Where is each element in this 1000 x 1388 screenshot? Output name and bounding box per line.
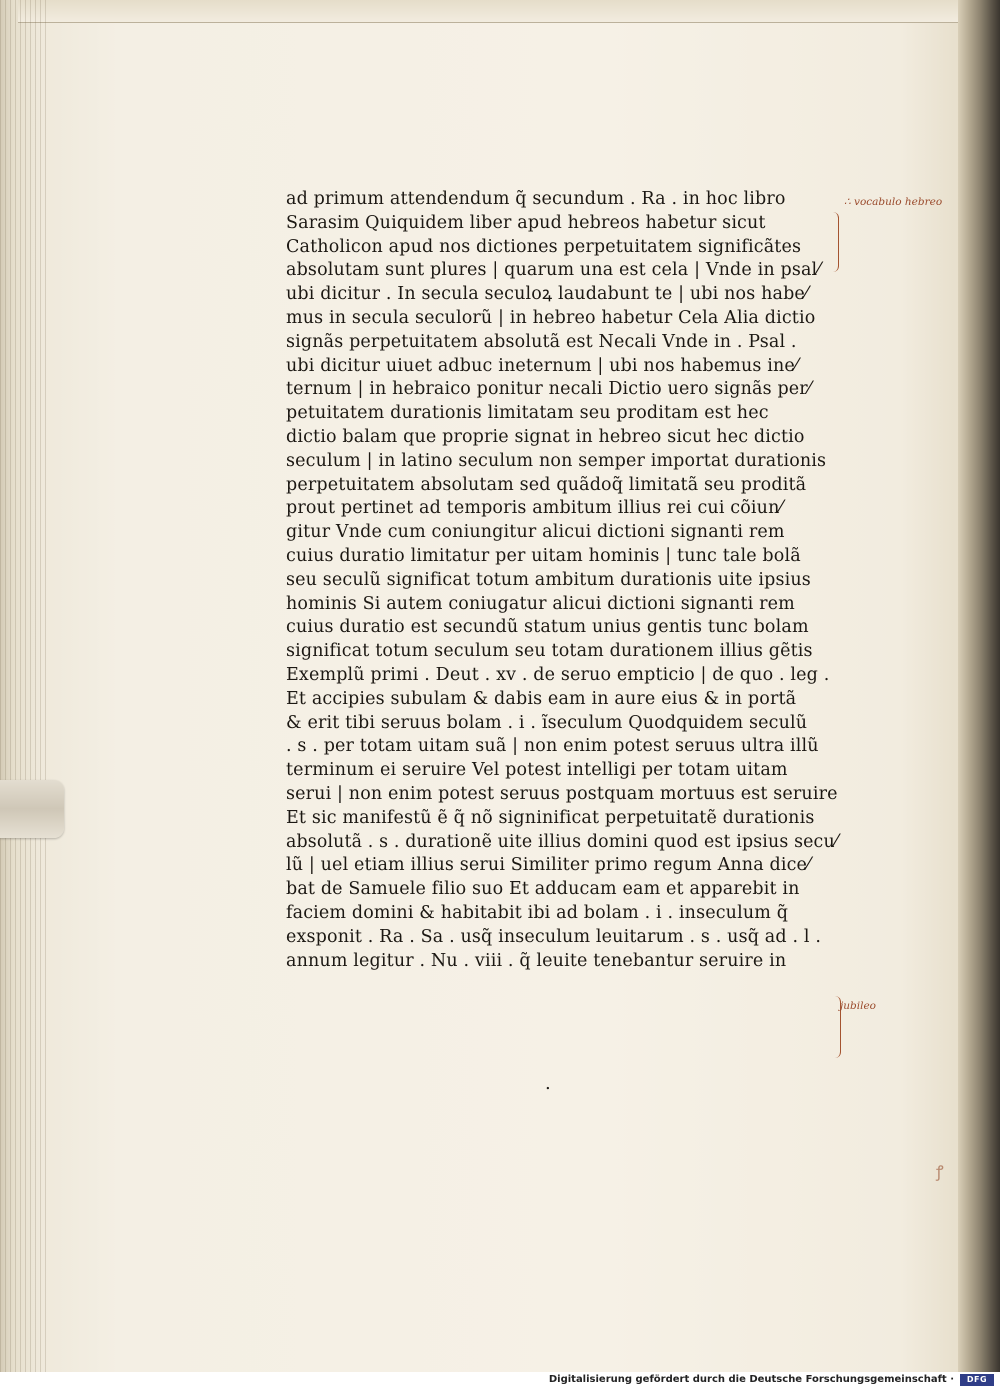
footer-credit: Digitalisierung gefördert durch die Deutsche Forschungsgemeinschaft · <box>548 1374 954 1385</box>
text-line: ternum | in hebraico ponitur necali Dictio uero signãs per⁄ <box>286 379 811 400</box>
text-line: Et sic manifestũ ẽ q̃ nõ signinificat perpetuitatẽ durationis <box>286 807 815 828</box>
printed-text-block <box>286 188 838 973</box>
text-line: seculum | in latino seculum non semper importat durationis <box>286 450 827 471</box>
text-line: cuius duratio limitatur per uitam hominis | tunc tale bolã <box>286 545 801 566</box>
text-line: perpetuitatem absolutam sed quãdoq̃ limitatã seu proditã <box>286 474 807 495</box>
text-line: Exemplũ primi . Deut . xv . de seruo empticio | de quo . leg . <box>286 664 830 685</box>
dfg-logo: DFG <box>960 1374 994 1386</box>
text-line: serui | non enim potest seruus postquam mortuus est seruire <box>286 783 838 804</box>
stacked-leaf-edges <box>0 0 46 1388</box>
text-line: Et accipies subulam & dabis eam in aure eius & in portã <box>286 688 797 709</box>
text-line: mus in secula seculorũ | in hebreo habetur Cela Alia dictio <box>286 307 816 328</box>
text-line: significat totum seculum seu totam durationem illius gẽtis <box>286 641 813 662</box>
text-line: terminum ei seruire Vel potest intelligi per totam uitam <box>286 760 788 781</box>
text-line: faciem domini & habitabit ibi ad bolam . i . inseculum q̃ <box>286 902 789 923</box>
footer-bar <box>0 1372 1000 1388</box>
text-line: . s . per totam uitam suã | non enim potest seruus ultra illũ <box>286 736 819 757</box>
marginal-note-bottom: jubileo <box>840 1000 876 1012</box>
text-line: gitur Vnde cum coniungitur alicui dictioni signanti rem <box>286 522 785 543</box>
text-line: Catholicon apud nos dictiones perpetuitatem significãtes <box>286 236 802 257</box>
text-line: cuius duratio est secundũ statum unius gentis tunc bolam <box>286 617 809 638</box>
pen-mark: ꝭ <box>936 1162 944 1181</box>
text-line: bat de Samuele filio suo Et adducam eam et apparebit in <box>286 879 800 900</box>
text-line: petuitatem durationis limitatam seu proditam est hec <box>286 403 769 424</box>
text-line: annum legitur . Nu . viii . q̃ leuite tenebantur seruire in <box>286 950 787 971</box>
text-line: absolutam sunt plures | quarum una est cela | Vnde in psal⁄ <box>286 260 821 281</box>
text-line: prout pertinet ad temporis ambitum illius rei cui cõiun⁄ <box>286 498 783 519</box>
page-top-edge <box>18 0 958 23</box>
text-line: absolutã . s . durationẽ uite illius domini quod est ipsius secu⁄ <box>286 831 838 852</box>
page-clip-tab <box>0 780 64 838</box>
text-line: lũ | uel etiam illius serui Similiter primo regum Anna dice⁄ <box>286 855 811 876</box>
text-line: ubi dicitur . In secula seculoꝝ laudabunt te | ubi nos habe⁄ <box>286 284 809 305</box>
text-line: ad primum attendendum q̃ secundum . Ra . in hoc libro <box>286 189 786 209</box>
margin-bracket-top <box>832 212 839 272</box>
text-line: ubi dicitur uiuet adbuc ineternum | ubi nos habemus ine⁄ <box>286 355 798 376</box>
text-line: hominis Si autem coniugatur alicui dictioni signanti rem <box>286 593 795 614</box>
text-line: dictio balam que proprie signat in hebreo sicut hec dictio <box>286 426 805 447</box>
marginal-note-top: ∴ vocabulo hebreo <box>844 196 943 208</box>
text-line: & erit tibi seruus bolam . i . ĩseculum Quodquidem seculũ <box>286 712 808 733</box>
end-mark: . <box>545 1073 551 1094</box>
text-line: exsponit . Ra . Sa . usq̃ inseculum leuitarum . s . usq̃ ad . l . <box>286 926 822 947</box>
text-line: Sarasim Quiquidem liber apud hebreos habetur sicut <box>286 212 766 233</box>
text-line: seu seculũ significat totum ambitum durationis uite ipsius <box>286 569 811 590</box>
book-binding <box>958 0 1000 1372</box>
text-line: signãs perpetuitatem absolutã est Necali Vnde in . Psal . <box>286 331 797 352</box>
